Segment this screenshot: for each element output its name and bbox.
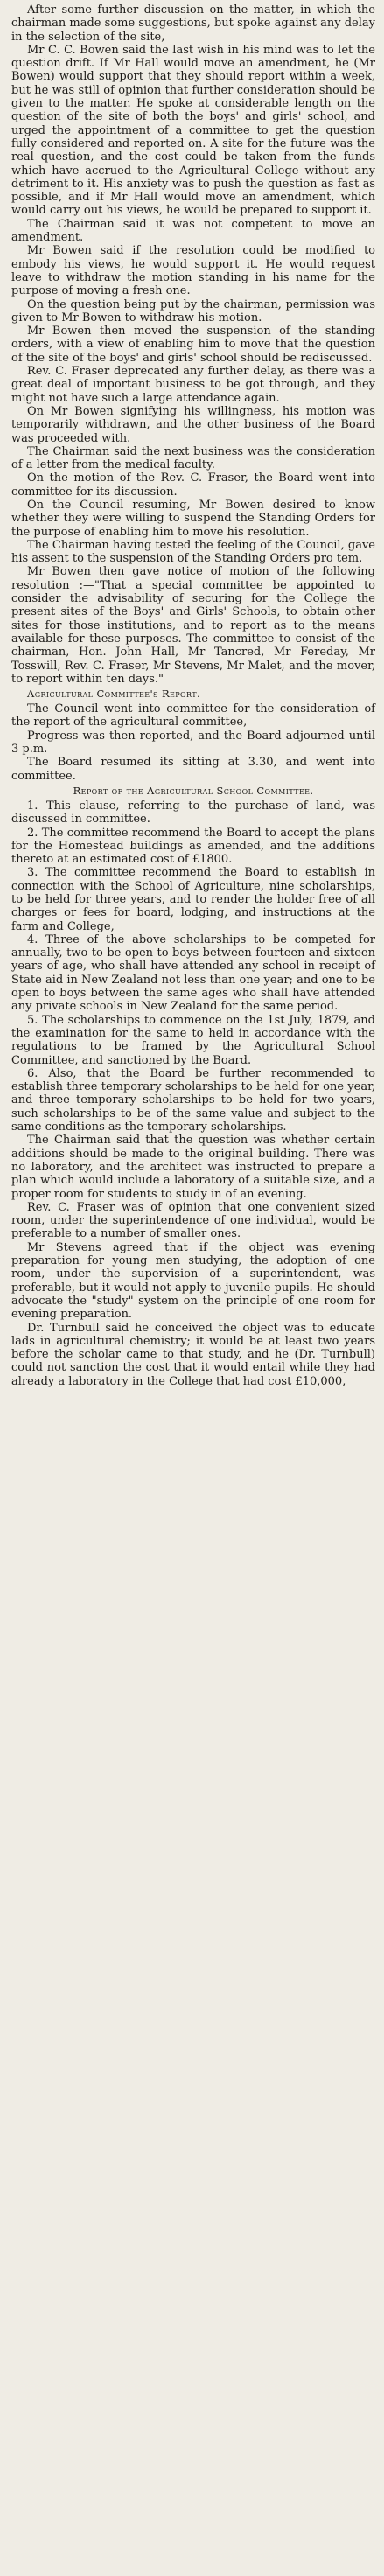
bottom-section bbox=[11, 1134, 375, 1388]
paragraph: Rev. C. Fraser was of opinion that one convenient sized room, under the superintendence of one individual, would be preferable to a number of smaller ones. bbox=[11, 1200, 375, 1241]
paragraph: Mr Bowen then gave notice of motion of the following resolution :—"That a special committee be appointed to consider the advisability of securing for the College the present sites of the Boys' and Girls' Schools, to obtain other sites for those institutions, and to report as to the means available for these purposes. The committee to consist of the chairman, Hon. John Hall, Mr Tancred, Mr Fereday, Mr Tosswill, Rev. C. Fraser, Mr Stevens, Mr Malet, and the mover, to report within ten days." bbox=[11, 565, 375, 686]
section-heading-committee-report: Agricultural Committee's Report. bbox=[27, 688, 201, 701]
paragraph: Rev. C. Fraser deprecated any further delay, as there was a great deal of important business to be got through, and they might not have such a large attendance again. bbox=[11, 365, 375, 405]
report-clause: 6. Also, that the Board be further recommended to establish three temporary scholarships to be held for one year, and three temporary scholarships to be held for two years, such scholarships to be of the same value and subject to the same conditions as the temporary scholarships. bbox=[11, 1066, 375, 1134]
paragraph: After some further discussion on the matter, in which the chairman made some suggestions, but spoke against any delay in the selection of the site, bbox=[11, 3, 375, 44]
paragraph: Mr Bowen then moved the suspension of the standing orders, with a view of enabling him to move that the question of the site of the boys' and girls' school should be rediscussed. bbox=[11, 325, 375, 365]
paragraph: Mr Bowen said if the resolution could be modified to embody his views, he would support it. He would request leave to withdraw the motion standing in his name for the purpose of moving a fresh one. bbox=[11, 244, 375, 298]
paragraph: Mr Stevens agreed that if the object was evening preparation for young men studying, the adoption of one room, under the supervision of a superintendent, was preferable, but it would not apply to juvenile pupils. He should advocate the "study" system on the principle of one room for evening preparation. bbox=[11, 1240, 375, 1322]
paragraph: The Chairman having tested the feeling of the Council, gave his assent to the suspension of the Standing Orders pro tem. bbox=[11, 538, 375, 566]
section-heading-school-committee-report: Report of the Agricultural School Committee. bbox=[73, 784, 314, 797]
mid-section bbox=[11, 702, 375, 783]
top-section bbox=[11, 3, 375, 686]
paragraph: The Council went into committee for the consideration of the report of the agricultural committee, bbox=[11, 702, 375, 730]
paragraph: The Chairman said the next business was the consideration of a letter from the medical faculty. bbox=[11, 444, 375, 472]
paragraph: On the question being put by the chairman, permission was given to Mr Bowen to withdraw his motion. bbox=[11, 297, 375, 325]
paragraph: On Mr Bowen signifying his willingness, his motion was temporarily withdrawn, and the other business of the Board was proceeded with. bbox=[11, 404, 375, 445]
report-section bbox=[11, 799, 375, 1134]
paragraph: The Board resumed its sitting at 3.30, and went into committee. bbox=[11, 756, 375, 783]
paragraph: Progress was then reported, and the Board adjourned until 3 p.m. bbox=[11, 729, 375, 757]
report-clause: 2. The committee recommend the Board to accept the plans for the Homestead buildings as amended, and the additions thereto at an estimated cost of £1800. bbox=[11, 826, 375, 867]
report-clause: 4. Three of the above scholarships to be competed for annually, two to be open to boys between fourteen and sixteen years of age, who shall have attended any school in receipt of State aid in New Zealand not less than one year; and one to be open to boys between the same ages who shall have attended any private schools in New Zealand for the same period. bbox=[11, 932, 375, 1014]
report-clause: 3. The committee recommend the Board to establish in connection with the School of Agriculture, nine scholarships, to be held for three years, and to render the holder free of all charges or fees for board, lodging, and instructions at the farm and College, bbox=[11, 866, 375, 933]
paragraph: On the motion of the Rev. C. Fraser, the Board went into committee for its discussion. bbox=[11, 471, 375, 499]
report-clause: 5. The scholarships to commence on the 1st July, 1879, and the examination for the same to held in accordance with the regulations to be framed by the Agricultural School Committee, and sanctioned by the Board. bbox=[11, 1013, 375, 1067]
paragraph: Mr C. C. Bowen said the last wish in his mind was to let the question drift. If Mr Hall would move an amendment, he (Mr Bowen) would support that they should report within a week, but he was still of opinion that further consideration should be given to the matter. He spoke at considerable length on the question of the site of both the boys' and girls' school, and urged the appointment of a committee to get the question fully considered and reported on. A site for the future was the real question, and the cost could be taken from the funds which have accrued to the Agricultural College without any detriment to it. His anxiety was to push the question as fast as possible, and if Mr Hall would move an amendment, which would carry out his views, he would be prepared to support it. bbox=[11, 43, 375, 218]
paragraph: The Chairman said that the question was whether certain additions should be made to the original building. There was no laboratory, and the architect was instructed to prepare a plan which would include a laboratory of a suitable size, and a proper room for students to study in of an evening. bbox=[11, 1134, 375, 1201]
paragraph: Dr. Turnbull said he conceived the object was to educate lads in agricultural chemistry; it would be at least two years before the scholar came to that study, and he (Dr. Turnbull) could not sanction the cost that it would entail while they had already a laboratory in the College that had cost £10,000, bbox=[11, 1321, 375, 1388]
report-clause: 1. This clause, referring to the purchase of land, was discussed in committee. bbox=[11, 799, 375, 827]
paragraph: The Chairman said it was not competent to move an amendment. bbox=[11, 217, 375, 245]
paragraph: On the Council resuming, Mr Bowen desired to know whether they were willing to suspend the Standing Orders for the purpose of enabling him to move his resolution. bbox=[11, 498, 375, 539]
